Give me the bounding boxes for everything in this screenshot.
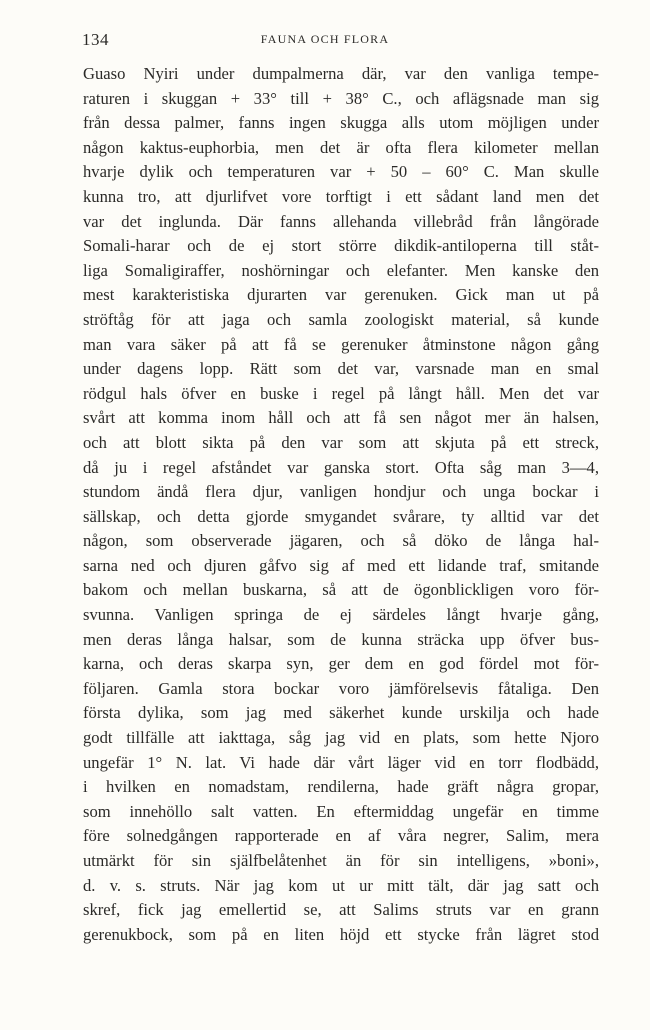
- running-title: FAUNA OCH FLORA: [260, 32, 390, 46]
- text-line: i hvilken en nomadstam, rendilerna, hade gräft några gropar,: [83, 777, 599, 797]
- text-line: Guaso Nyiri under dumpalmerna där, var den vanliga tempe-: [83, 64, 599, 83]
- text-line: karna, och deras skarpa syn, ger dem en god fördel mot för-: [83, 654, 599, 674]
- text-line: sällskap, och detta gjorde smygandet svårare, ty alltid var det: [83, 506, 599, 526]
- text-line: svårt att komma inom håll och att få sen något mer än halsen,: [83, 408, 599, 428]
- text-line: utmärkt för sin själfbelåtenhet än för sin intelligens, »boni»,: [83, 851, 599, 870]
- text-line: ströftåg för att jaga och samla zoologiskt material, så kunde: [83, 309, 599, 329]
- text-line: stundom ändå flera djur, vanligen hondjur och unga bockar i: [83, 482, 599, 502]
- text-line: sarna ned och djuren gåfvo sig af med ett lidande traf, smitande: [83, 555, 599, 575]
- text-line: godt tillfälle att iakttaga, såg jag vid en plats, som hette Njoro: [83, 728, 599, 748]
- text-line: kunna tro, att djurlifvet vore torftigt i ett sådant land men det: [83, 186, 599, 206]
- text-line: följaren. Gamla stora bockar voro jämförelsevis fåtaliga. Den: [83, 678, 599, 698]
- text-line: men deras långa halsar, som de kunna sträcka upp öfver bus-: [83, 629, 599, 649]
- body-text: [83, 62, 599, 947]
- text-line: skref, fick jag emellertid se, att Salims struts var en grann: [83, 900, 599, 920]
- text-line: Somali-harar och de ej stort större dikdik-antiloperna till ståt-: [83, 236, 599, 256]
- text-line: som innehöllo salt vatten. En eftermiddag ungefär en timme: [83, 801, 599, 821]
- text-line: svunna. Vanligen springa de ej särdeles långt hvarje gång,: [83, 605, 599, 625]
- page-number: 134: [82, 30, 109, 49]
- text-line: någon, som observerade jägaren, och så döko de långa hal-: [83, 531, 599, 551]
- text-line: från dessa palmer, fanns ingen skugga alls utom möjligen under: [83, 113, 599, 133]
- text-line: bakom och mellan buskarna, så att de ögonblickligen voro för-: [83, 580, 599, 600]
- text-line: då ju i regel afståndet var ganska stort. Ofta såg man 3—4,: [83, 457, 599, 477]
- text-line: var det inglunda. Där fanns allehanda villebråd från långörade: [83, 211, 599, 231]
- text-line: rödgul hals öfver en buske i regel på långt håll. Men det var: [83, 383, 599, 403]
- text-line: och att blott sikta på den var som att skjuta på ett streck,: [83, 432, 599, 452]
- text-line: under dagens lopp. Rätt som det var, varsnade man en smal: [83, 359, 599, 379]
- text-line: första dylika, som jag med säkerhet kunde urskilja och hade: [83, 703, 599, 723]
- text-line: liga Somaligiraffer, noshörningar och elefanter. Men kanske den: [83, 260, 599, 280]
- text-line: hvarje dylik och temperaturen var + 50 – 60° C. Man skulle: [83, 162, 599, 182]
- text-line: man vara säker på att få se gerenuker åtminstone någon gång: [83, 334, 599, 354]
- text-line: före solnedgången rapporterade en af våra negrer, Salim, mera: [83, 826, 599, 846]
- text-line: gerenukbock, som på en liten höjd ett stycke från lägret stod: [83, 924, 599, 944]
- text-line: ungefär 1° N. lat. Vi hade där vårt läger vid en torr flodbädd,: [83, 752, 599, 772]
- text-line: raturen i skuggan + 33° till + 38° C., och aflägsnade man sig: [83, 88, 599, 108]
- text-line: någon kaktus-euphorbia, men det är ofta flera kilometer mellan: [83, 137, 599, 157]
- text-line: mest karakteristiska djurarten var gerenuken. Gick man ut på: [83, 285, 599, 305]
- text-line: d. v. s. struts. När jag kom ut ur mitt tält, där jag satt och: [83, 875, 599, 895]
